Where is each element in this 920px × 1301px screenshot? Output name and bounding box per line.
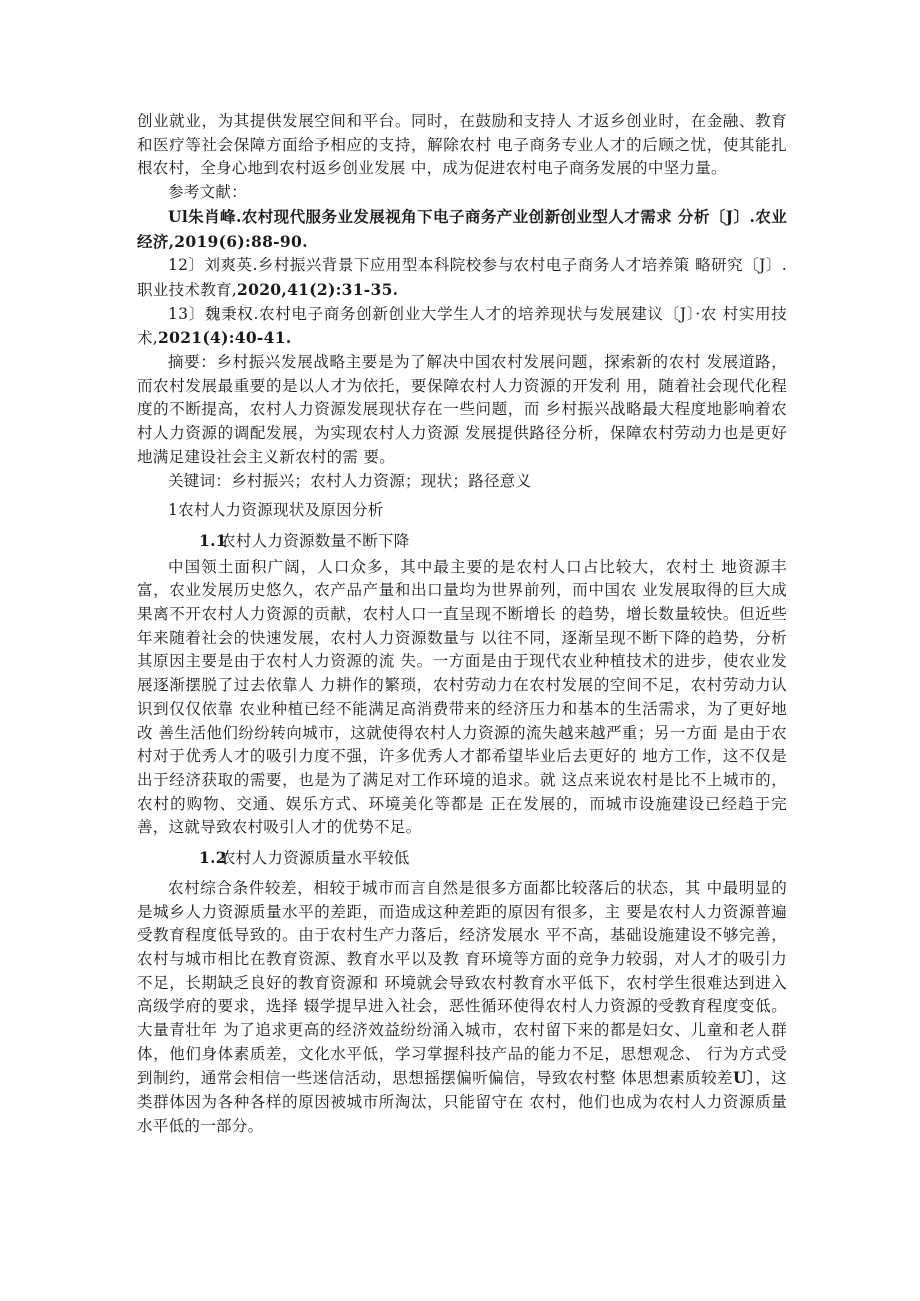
subsection-1-1-text: 中国领土面积广阔，人口众多，其中最主要的是农村人口占比较大，农村土 地资源丰富，农业发展历史悠久，农产品产量和出口量均为世界前列，而中国农 业发展取得的巨大成果离不开农村人力资源的贡献，农村人口一直呈现不断增长 的趋势，增长数量较快。但近些年来随着社会的快速发展，农村人力资源数量与 以往不同，逐渐呈现不断下降的趋势，分析其原因主要是由于农村人力资源的流 失。一方面是由于现代农业种植技术的进步，使农业发展逐渐摆脱了过去依靠人 力耕作的繁琐，农村劳动力在农村发展的空间不足，农村劳动力认识到仅仅依靠 农业种植已经不能满足高消费带来的经济压力和基本的生活需求，为了更好地改 善生活他们纷纷转向城市，这就使得农村人力资源的流失越来越严重；另一方面 是由于农村对于优秀人才的吸引力度不强，许多优秀人才都希望毕业后去更好的 地方工作，这不仅是出于经济获取的需要，也是为了满足对工作环境的追求。就 这点来说农村是比不上城市的，农村的购物、交通、娱乐方式、环境美化等都是 正在发展的，而城市设施建设已经趋于完善，这就导致农村吸引人才的优势不足。 [137,557,787,837]
subsection-title: 农村人力资源数量不断下降 [220,531,410,550]
subsection-number: 1.1 [199,530,227,550]
reference-item-1 [137,205,787,254]
section-1-title: 1农村人力资源现状及原因分析 [168,501,384,520]
keywords: 关键词：乡村振兴；农村人力资源；现状；路径意义 [168,471,532,490]
intro-paragraph: 创业就业，为其提供发展空间和平台。同时，在鼓励和支持人 才返乡创业时，在金融、教育和医疗等社会保障方面给予相应的支持，解除农村 电子商务专业人才的后顾之忧，使其能扎根农村，全身心地到农村返乡创业发展 中，成为促进农村电子商务发展的中坚力量。 [137,112,787,178]
document-body [137,110,787,1139]
reference-head: Ul朱肖峰.农村现代服务业发展视角下电子商务产业创新创业型人才需求 分析〔J〕 [168,206,750,226]
subsection-number: 1.2 [199,848,227,868]
subsection-1-2-text [137,877,787,1139]
body-text: ，这类群体因为各种各样的原因被城市所淘汰，只能留守在 农村，他们也成为农村人力资源质量水平低的一部分。 [137,1069,787,1135]
reference-head: 13〕魏秉权.农村电子商务创新创业大学生人才的培养现状与发展建议〔J〕·农 村实用技术, [137,304,787,348]
subsection-1-2-heading [137,846,787,871]
subsection-1-1-heading [137,529,787,554]
citation-mark: U〕 [733,1068,756,1088]
reference-tail: 2020,41(2):31-35. [237,279,399,299]
reference-tail: 2021(4):40-41. [158,328,292,348]
reference-item-3 [137,303,787,351]
abstract: 摘要：乡村振兴发展战略主要是为了解决中国农村发展问题，探索新的农村 发展道路，而农村发展最重要的是以人才为依托，要保障农村人力资源的开发利 用，随着社会现代化程度的不断提高，农村人力资源发展现状存在一些问题，而 乡村振兴战略最大程度地影响着农村人力资源的调配发展，为实现农村人力资源 发展提供路径分析，保障农村劳动力也是更好地满足建设社会主义新农村的需 要。 [137,353,787,466]
subsection-title: 农村人力资源质量水平较低 [220,849,410,868]
references-title: 参考文献： [168,183,248,202]
reference-tail: .农业经济,2019(6):88-90. [137,206,788,251]
reference-item-2 [137,254,787,302]
reference-head: 12〕刘爽英.乡村振兴背景下应用型本科院校参与农村电子商务人才培养策 略研究〔J〕.职业技术教育, [137,256,787,299]
body-text: 农村综合条件较差，相较于城市而言自然是很多方面都比较落后的状态，其 中最明显的是城乡人力资源质量水平的差距，而造成这种差距的原因有很多，主 要是农村人力资源普遍受教育程度低导致的。由于农村生产力落后，经济发展水 平不高，基础设施建设不够完善，农村与城市相比在教育资源、教育水平以及教 育环境等方面的竞争力较弱，对人才的吸引力不足，长期缺乏良好的教育资源和 环境就会导致农村教育水平低下，农村学生很难达到进入高级学府的要求，选择 辍学提早进入社会，恶性循环使得农村人力资源的受教育程度变低。大量青壮年 为了追求更高的经济效益纷纷涌入城市，农村留下来的都是妇女、儿童和老人群 体，他们身体素质差，文化水平低，学习掌握科技产品的能力不足，思想观念、 行为方式受到制约，通常会相信一些迷信活动，思想摇摆偏听偏信，导致农村整 体思想素质较差 [137,878,787,1088]
